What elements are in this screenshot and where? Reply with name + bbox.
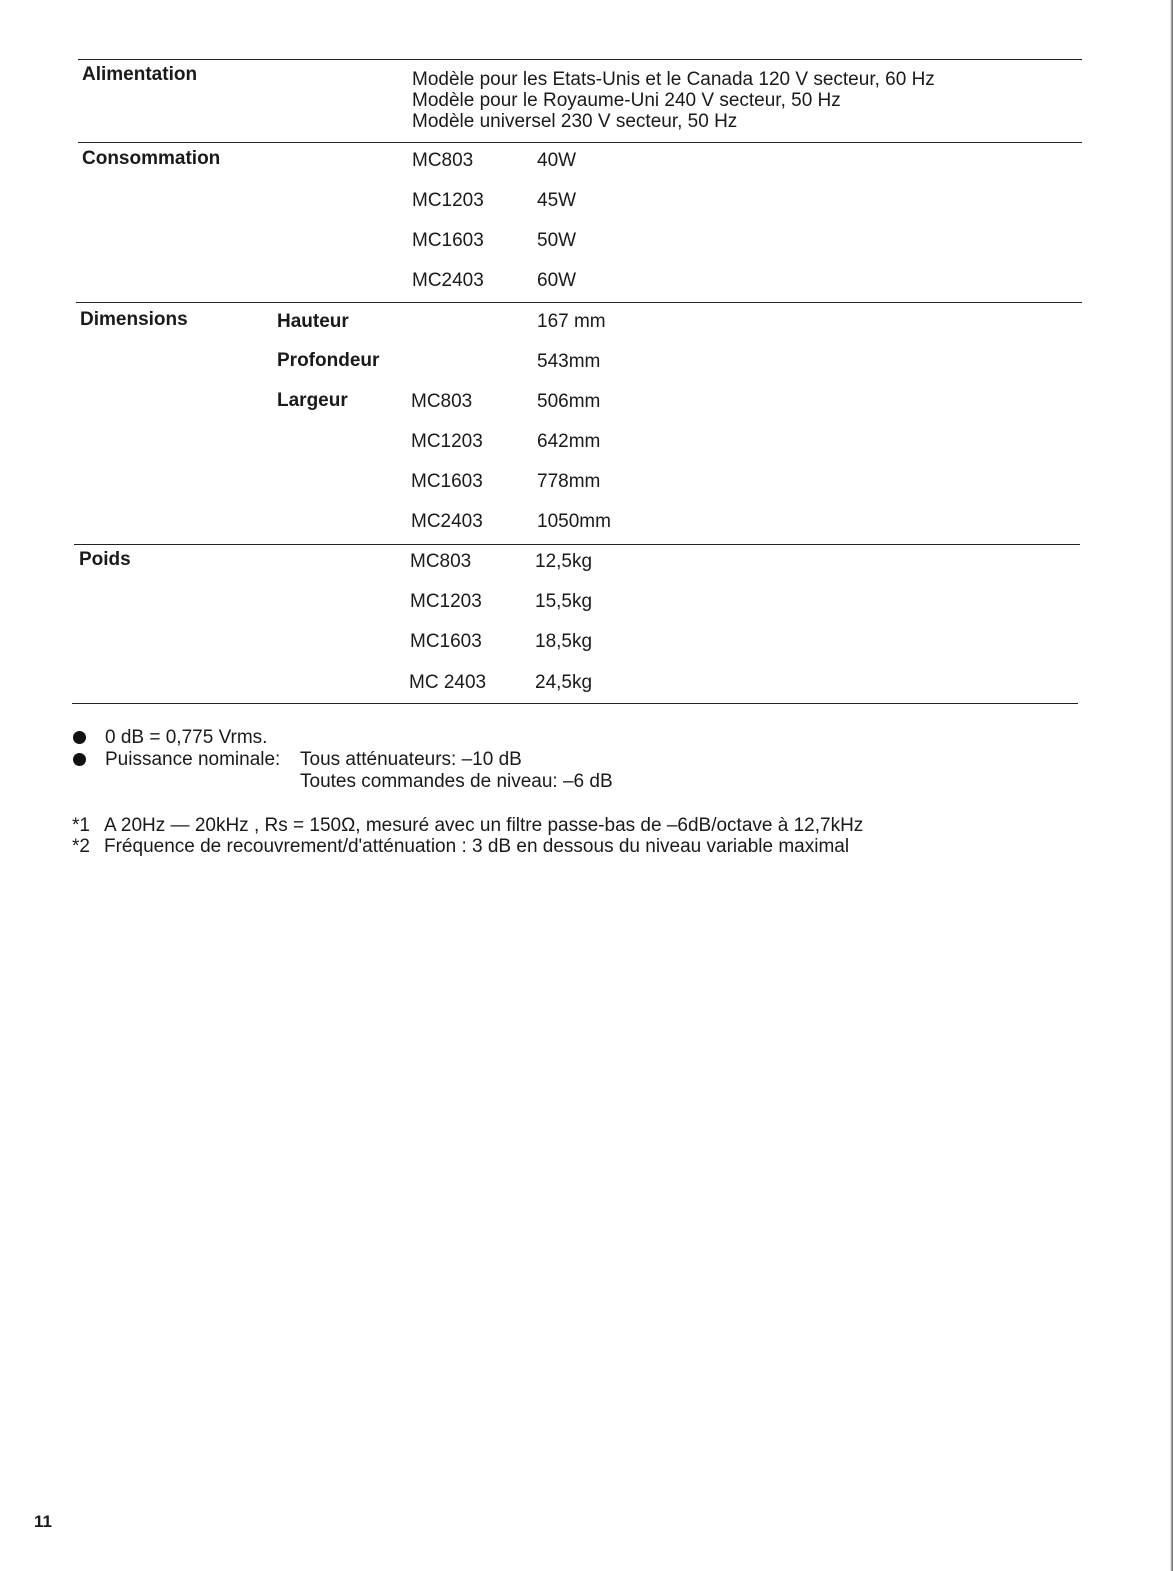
consommation-value: 50W <box>537 230 577 251</box>
consommation-model: MC803 <box>412 150 474 171</box>
profondeur-value: 543mm <box>537 351 601 372</box>
poids-label: Poids <box>79 549 131 570</box>
bullet-icon <box>73 753 86 766</box>
largeur-model: MC2403 <box>411 511 483 532</box>
poids-model: MC 2403 <box>409 672 487 693</box>
consommation-model: MC2403 <box>412 270 484 291</box>
largeur-value: 778mm <box>537 471 601 492</box>
profondeur-label: Profondeur <box>277 350 380 371</box>
rule-after-dimensions <box>74 544 1080 545</box>
rule-after-consommation <box>76 302 1082 303</box>
hauteur-label: Hauteur <box>277 311 349 332</box>
largeur-model: MC803 <box>411 391 473 412</box>
bullet-icon <box>73 731 86 744</box>
poids-value: 12,5kg <box>535 551 593 572</box>
table-bottom-rule <box>72 703 1078 704</box>
largeur-value: 506mm <box>537 391 601 412</box>
poids-model: MC1203 <box>410 591 482 612</box>
rule-after-alimentation <box>78 142 1082 143</box>
largeur-model: MC1603 <box>411 471 483 492</box>
largeur-model: MC1203 <box>411 431 483 452</box>
poids-value: 15,5kg <box>535 591 593 612</box>
consommation-model: MC1203 <box>412 190 484 211</box>
consommation-value: 60W <box>537 270 577 291</box>
hauteur-value: 167 mm <box>537 311 606 332</box>
poids-value: 24,5kg <box>535 672 593 693</box>
alimentation-label: Alimentation <box>82 64 198 85</box>
largeur-label: Largeur <box>277 390 348 411</box>
footnote-text: A 20Hz — 20kHz , Rs = 150Ω, mesuré avec un filtre passe-bas de –6dB/octave à 12,7kHz <box>104 815 864 836</box>
note-bullet-1: 0 dB = 0,775 Vrms. <box>105 727 268 748</box>
note-bullet-2-line: Tous atténuateurs: –10 dB <box>300 749 522 770</box>
consommation-model: MC1603 <box>412 230 484 251</box>
poids-model: MC803 <box>410 551 472 572</box>
alimentation-line: Modèle pour le Royaume-Uni 240 V secteur, 50 Hz <box>412 90 841 111</box>
page-number: 11 <box>34 1512 52 1531</box>
table-top-rule <box>78 59 1082 60</box>
footnote-marker: *2 <box>72 836 90 857</box>
alimentation-line: Modèle universel 230 V secteur, 50 Hz <box>412 111 738 132</box>
footnote-marker: *1 <box>72 815 90 836</box>
largeur-value: 642mm <box>537 431 601 452</box>
dimensions-label: Dimensions <box>80 309 188 330</box>
alimentation-line: Modèle pour les Etats-Unis et le Canada 120 V secteur, 60 Hz <box>412 69 935 90</box>
poids-model: MC1603 <box>410 631 482 652</box>
note-bullet-2-line: Toutes commandes de niveau: –6 dB <box>300 771 613 792</box>
note-bullet-2-label: Puissance nominale: <box>105 749 281 770</box>
largeur-value: 1050mm <box>537 511 611 532</box>
consommation-label: Consommation <box>82 148 221 169</box>
consommation-value: 45W <box>537 190 577 211</box>
footnote-text: Fréquence de recouvrement/d'atténuation : 3 dB en dessous du niveau variable maximal <box>104 836 850 857</box>
consommation-value: 40W <box>537 150 577 171</box>
poids-value: 18,5kg <box>535 631 593 652</box>
